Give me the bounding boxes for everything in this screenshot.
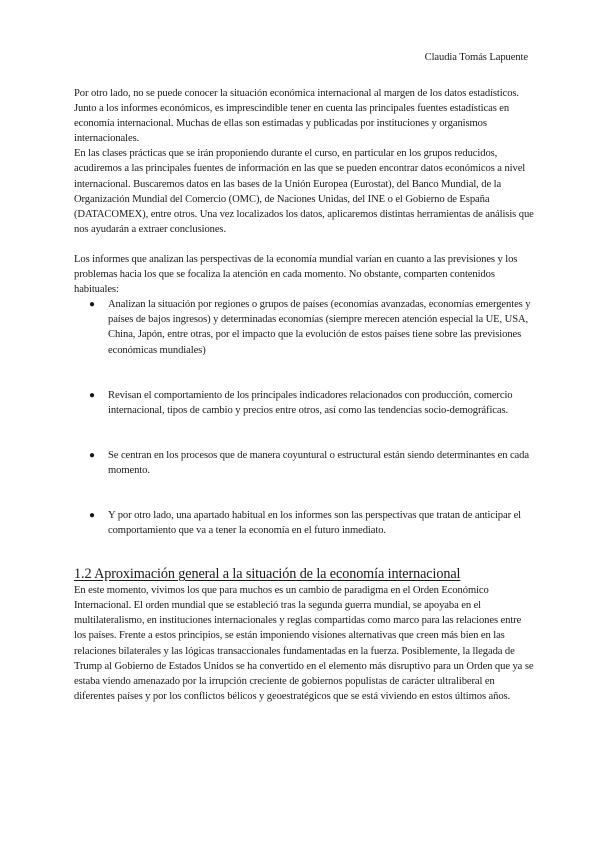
paragraph-gap [74, 237, 534, 252]
list-item-text: Revisan el comportamiento de los principales indicadores relacionados con producción, comercio internacional, tipos de cambio y precios entre otros, así como las tendencias socio-demográficas. [108, 389, 513, 416]
list-item-text: Y por otro lado, una apartado habitual en los informes son las perspectivas que tratan de anticipar el comportamiento que va a tener la economía en el futuro inmediato. [108, 509, 522, 537]
document-body [74, 86, 534, 704]
bullet-icon: ● [89, 449, 95, 461]
paragraph-statistics: Por otro lado, no se puede conocer la situación económica internacional al margen de los datos estadísticos. Junto a los informes económicos, es imprescindible tener en cuenta las principales fuentes estadísticas en economía internacional. Muchas de ellas son estimadas y publicadas por instituciones y organismos internacionales. [74, 88, 519, 145]
bullet-icon: ● [89, 509, 95, 521]
list-item [74, 448, 534, 478]
header-author: Claudia Tomás Lapuente [424, 52, 528, 63]
section-heading: 1.2 Aproximación general a la situación de la economía internacional [74, 566, 461, 583]
list-item [74, 388, 534, 418]
bullet-list [74, 297, 534, 538]
list-item-text: Se centran en los procesos que de manera coyuntural o estructural están siendo determinantes en cada momento. [108, 449, 529, 476]
paragraph-economic-order: En este momento, vivimos los que para muchos es un cambio de paradigma en el Orden Económico Internacional. El orden mundial que se estableció tras la segunda guerra mundial, se apoyaba en el multilateralismo, en instituciones internacionales y reglas compartidas como marco para las relaciones entre los países. Frente a estos principios, se están imponiendo visiones alternativas que creen más bien en las relaciones bilaterales y las lógicas transaccionales fundamentadas en la fuerza. Posiblemente, la llegada de Trump al Gobierno de Estados Unidos se ha convertido en el elemento más disruptivo para un Orden que ya se estaba viendo amenazado por la irrupción creciente de gobiernos populistas de carácter ultraliberal en diferentes países y por los conflictos bélicos y geoestratégicos que se está viviendo en estos últimos años. [74, 585, 534, 702]
list-item [74, 297, 534, 357]
paragraph-practical-classes: En las clases prácticas que se irán proponiendo durante el curso, en particular en los grupos reducidos, acudiremos a las principales fuentes de información en las que se pueden encontrar datos económicos a nivel internacional. Buscaremos datos en las bases de la Unión Europea (Eurostat), del Banco Mundial, de la Organización Mundial del Comercio (OMC), de Naciones Unidas, del INE o el Gobierno de España (DATACOMEX), entre otros. Una vez localizados los datos, aplicaremos distintas herramientas de análisis que nos ayudarán a extraer conclusiones. [74, 148, 534, 235]
list-item-text: Analizan la situación por regiones o grupos de países (economías avanzadas, economías emergentes y países de bajos ingresos) y determinadas economías (siempre merecen atención especial la UE, USA, China, Japón, entre otras, por el impacto que la evolución de estos países tiene sobre las previsiones económicas mundiales) [108, 299, 531, 356]
bullet-icon: ● [89, 389, 95, 401]
bullet-icon: ● [89, 299, 95, 311]
paragraph-reports: Los informes que analizan las perspectivas de la economía mundial varían en cuanto a las previsiones y los problemas hacia los que se focaliza la atención en cada momento. No obstante, comparten contenidos habituales: [74, 253, 518, 296]
list-item [74, 508, 534, 538]
